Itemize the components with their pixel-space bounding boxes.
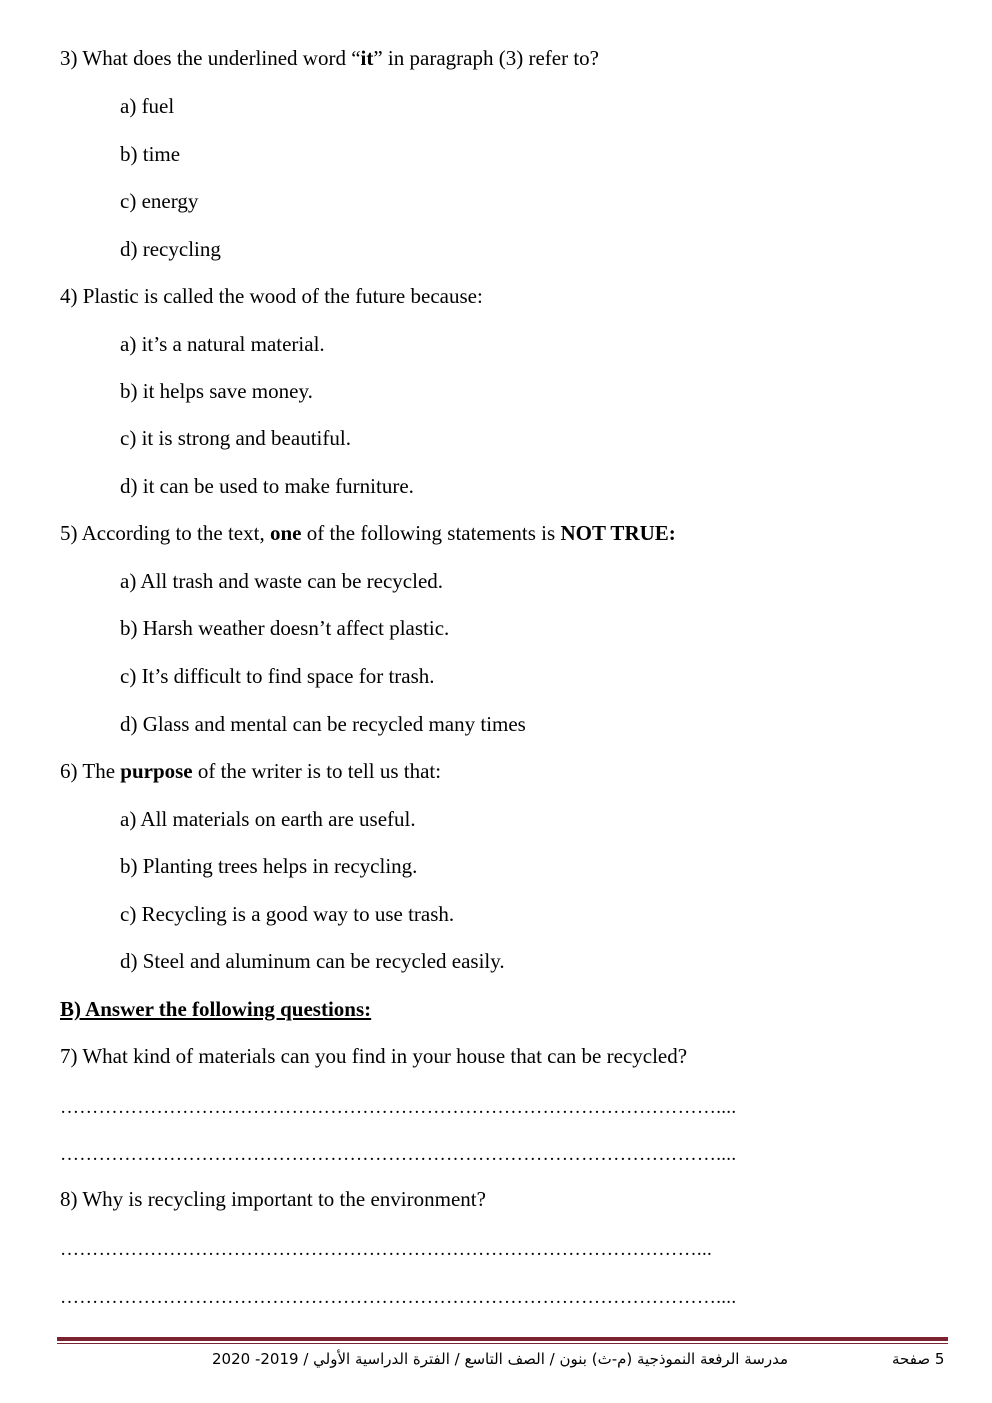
question-4: 4) Plastic is called the wood of the future because: [60,284,483,308]
option: b) Planting trees helps in recycling. [120,854,418,878]
answer-line[interactable]: ………………………………………………………………………………………….... [60,1287,737,1308]
option: d) Steel and aluminum can be recycled easily. [120,949,505,973]
answer-line[interactable]: ………………………………………………………………………………………... [60,1239,713,1260]
option: b) Harsh weather doesn’t affect plastic. [120,616,450,640]
footer-divider-thick [57,1337,948,1341]
option: c) Recycling is a good way to use trash. [120,902,455,926]
question-5: 5) According to the text, one of the following statements is NOT TRUE: [60,521,676,545]
option: a) All materials on earth are useful. [120,807,416,831]
section-b-heading: B) Answer the following questions: [60,997,372,1021]
question-7: 7) What kind of materials can you find in your house that can be recycled? [60,1044,688,1068]
answer-line[interactable]: ………………………………………………………………………………………….... [60,1144,737,1165]
option: c) It’s difficult to find space for trash. [120,664,435,688]
option: d) recycling [120,237,221,261]
option: c) it is strong and beautiful. [120,426,351,450]
answer-line[interactable]: ………………………………………………………………………………………….... [60,1097,737,1118]
option: a) fuel [120,94,175,118]
question-3: 3) What does the underlined word “it” in paragraph (3) refer to? [60,46,599,70]
option: b) time [120,142,181,166]
option: b) it helps save money. [120,379,313,403]
option: d) it can be used to make furniture. [120,474,414,498]
footer-divider-thin [57,1343,948,1344]
option: d) Glass and mental can be recycled many times [120,712,526,736]
footer-school-info: مدرسة الرفعة النموذجية (م-ث) بنون / الصف التاسع / الفترة الدراسية الأولي / 2019- 2020 [212,1350,788,1368]
footer-page-number: 5 صفحة [892,1350,945,1368]
underlined-word: it [360,46,374,70]
option: a) All trash and waste can be recycled. [120,569,444,593]
question-8: 8) Why is recycling important to the environment? [60,1187,486,1211]
option: a) it’s a natural material. [120,332,325,356]
question-6: 6) The purpose of the writer is to tell us that: [60,759,442,783]
option: c) energy [120,189,199,213]
